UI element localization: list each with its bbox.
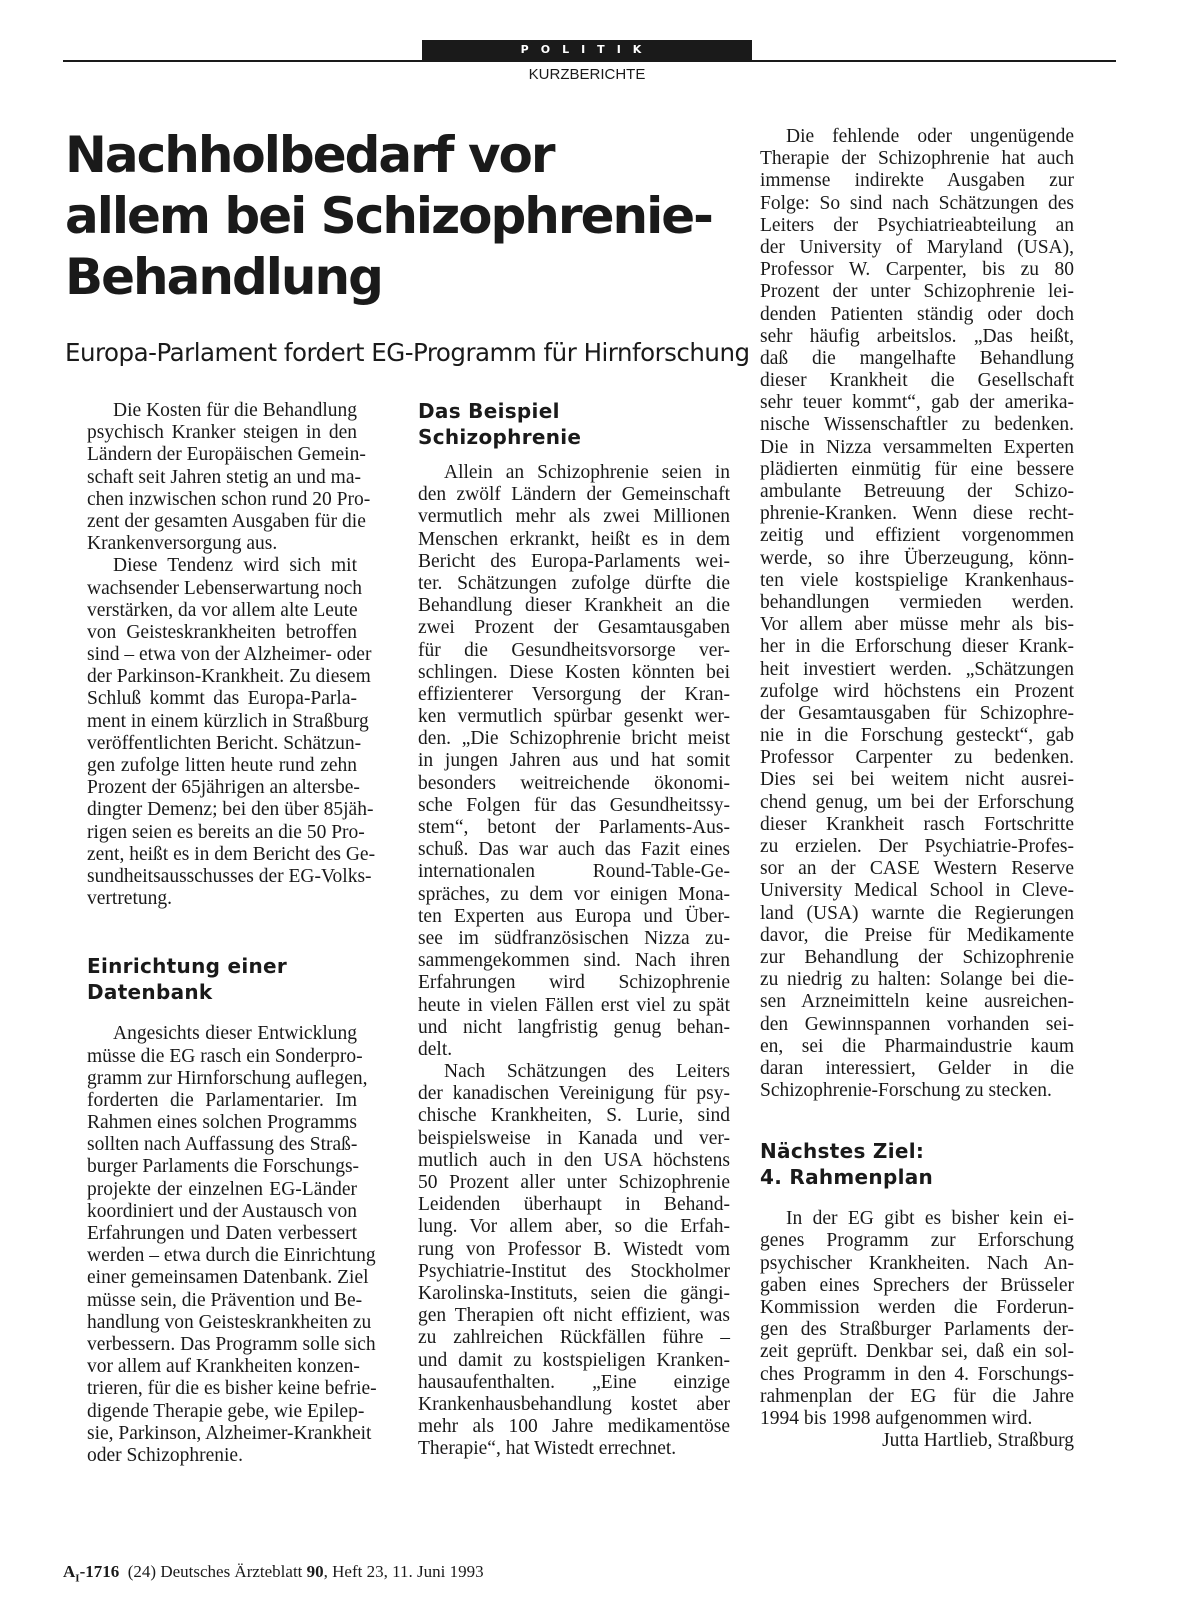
text-line: Leidenden überhaupt in Behand- — [418, 1194, 730, 1216]
paragraph — [760, 126, 1074, 1102]
text-line: University Medical School in Cleve- — [760, 880, 1074, 902]
text-line: sollten nach Auffassung des Straß- — [87, 1134, 358, 1156]
text-line: werde, so ihre Überzeugung, könn- — [760, 547, 1074, 569]
text-line: verbessern. Das Programm solle sich — [87, 1333, 376, 1355]
text-line: koordiniert und der Austausch von — [87, 1200, 357, 1222]
text-line: Menschen erkrankt, heißt es in dem — [418, 528, 730, 550]
text-line: Psychiatrie-Institut des Stockholmer — [418, 1260, 730, 1282]
text-line: burger Parlaments die Forschungs- — [87, 1156, 360, 1178]
text-line: Krankenhausbehandlung kostet aber — [418, 1393, 730, 1415]
text-line: her in die Erforschung dieser Krank- — [760, 636, 1074, 658]
section-heading-line: 4. Rahmenplan — [760, 1165, 934, 1190]
text-line: Professor W. Carpenter, bis zu 80 — [760, 259, 1074, 281]
text-line: beispielsweise in Kanada und ver- — [418, 1127, 730, 1149]
section-rubric: POLITIK — [422, 40, 752, 60]
text-line: Krankenversorgung aus. — [87, 533, 278, 555]
text-line: der University of Maryland (USA), — [760, 236, 1074, 258]
text-line: denden Patienten ständig oder doch — [760, 303, 1074, 325]
text-line: Bericht des Europa-Parlaments wei- — [418, 550, 730, 572]
text-line: psychischer Krankheiten. Nach An- — [760, 1252, 1074, 1274]
text-line: 1994 bis 1998 aufgenommen wird. — [760, 1407, 1033, 1429]
paragraph — [87, 400, 371, 555]
text-line: Vor allem aber müsse mehr als bis- — [760, 614, 1074, 636]
text-line: sundheitsausschusses der EG-Volks- — [87, 865, 372, 887]
text-line: spräches, zu dem vor einigen Mona- — [418, 883, 730, 905]
text-line: ter. Schätzungen zufolge dürfte die — [418, 572, 730, 594]
text-line: Rahmen eines solchen Programms — [87, 1112, 357, 1134]
text-line: besonders weitreichende ökonomi- — [418, 772, 730, 794]
text-line: ment in einem kürzlich in Straßburg — [87, 710, 369, 732]
article-subtitle: Europa-Parlament fordert EG-Programm für Hirnforschung — [65, 338, 750, 367]
author-byline: Jutta Hartlieb, Straßburg — [882, 1430, 1074, 1452]
paragraph — [760, 1208, 1074, 1452]
text-line: müsse die EG rasch ein Sonderpro- — [87, 1045, 363, 1067]
text-line: gen des Straßburger Parlaments der- — [760, 1319, 1074, 1341]
text-line: mehr als 100 Jahre medikamentöse — [418, 1416, 730, 1438]
text-line: Nach Schätzungen des Leiters — [444, 1061, 730, 1083]
text-line: heit investiert werden. „Schätzungen — [760, 658, 1074, 680]
text-line: chische Krankheiten, S. Lurie, sind — [418, 1105, 730, 1127]
text-line: zu niedrig zu halten: Solange bei die- — [760, 969, 1074, 991]
text-line: Therapie der Schizophrenie hat auch — [760, 148, 1074, 170]
text-line: in jungen Jahren aus und hat somit — [418, 750, 730, 772]
text-line: Behandlung dieser Krankheit an die — [418, 595, 730, 617]
text-line: zent, heißt es in dem Bericht des Ge- — [87, 843, 376, 865]
text-line: psychisch Kranker steigen in den — [87, 422, 357, 444]
text-line: Leiters der Psychiatrieabteilung an — [760, 214, 1074, 236]
paragraph — [418, 462, 730, 1061]
text-line: der kanadischen Vereinigung für psy- — [418, 1083, 730, 1105]
text-line: schuß. Das war auch das Fazit eines — [418, 839, 730, 861]
text-line: Professor Carpenter zu bedenken. — [760, 747, 1074, 769]
text-line: delt. — [418, 1038, 453, 1060]
text-line: rigen seien es bereits an die 50 Pro- — [87, 821, 365, 843]
text-line: gen zufolge litten heute rund zehn — [87, 755, 357, 776]
text-line: sehr häufig arbeitslos. „Das heißt, — [760, 325, 1074, 347]
text-line: verstärken, da vor allem alte Leute — [87, 599, 358, 621]
text-line: projekte der einzelnen EG-Länder — [87, 1178, 357, 1200]
paragraph — [87, 1023, 377, 1467]
journal-name: Deutsches Ärzteblatt — [160, 1562, 303, 1581]
section-heading-line: Das Beispiel — [418, 399, 560, 423]
text-line: handlung von Geisteskrankheiten zu — [87, 1311, 372, 1333]
text-line: sie, Parkinson, Alzheimer-Krankheit — [87, 1422, 372, 1444]
section-heading — [418, 398, 730, 450]
text-line: internationalen Round-Table-Ge- — [418, 861, 730, 883]
text-line: mutlich auch in den USA höchstens — [418, 1149, 730, 1171]
text-line: davor, die Preise für Medikamente — [760, 924, 1074, 946]
text-line: vermutlich mehr als zwei Millionen — [418, 506, 730, 528]
section-heading-line: Einrichtung einer — [87, 954, 288, 979]
section-heading-line: Nächstes Ziel: — [760, 1139, 925, 1164]
text-line: sor an der CASE Western Reserve — [760, 858, 1074, 880]
text-line: zeit geprüft. Denkbar sei, daß ein sol- — [760, 1341, 1074, 1363]
text-line: rung von Professor B. Wistedt vom — [418, 1238, 730, 1260]
section-heading-line: Schizophrenie — [418, 425, 582, 449]
text-line: ten viele kostspielige Krankenhaus- — [760, 569, 1074, 591]
text-line: zeitig und effizient vorgenommen — [760, 525, 1074, 547]
text-line: Schizophrenie-Forschung zu stecken. — [760, 1080, 1052, 1102]
text-line: für die Gesundheitsvorsorge ver- — [418, 639, 730, 661]
text-line: genes Programm zur Erforschung — [760, 1230, 1074, 1252]
text-line: Erfahrungen und Daten verbessert — [87, 1223, 357, 1244]
text-column-3 — [760, 126, 1074, 1452]
text-line: werden – etwa durch die Einrichtung — [87, 1245, 376, 1267]
text-line: hausaufenthalten. „Eine einzige — [418, 1371, 730, 1393]
text-line: heute in vielen Fällen erst viel zu spät — [418, 994, 730, 1016]
text-line: phrenie-Kranken. Wenn diese recht- — [760, 503, 1074, 525]
text-line: zu zahlreichen Rückfällen führe – — [418, 1327, 730, 1349]
text-line: zwei Prozent der Gesamtausgaben — [418, 617, 730, 639]
text-line: wachsender Lebenserwartung noch — [87, 577, 363, 599]
text-line: In der EG gibt es bisher kein ei- — [786, 1208, 1074, 1230]
text-line: sche Folgen für das Gesundheitssy- — [418, 794, 730, 816]
issue-page: (24) — [127, 1562, 157, 1581]
text-line: Die fehlende oder ungenügende — [786, 126, 1074, 147]
page-prefix-sub: I — [75, 1572, 80, 1585]
page-prefix: A — [63, 1562, 76, 1581]
text-line: und nicht langfristig genug behan- — [418, 1016, 730, 1038]
text-line: dingter Demenz; bei den über 85jäh- — [87, 799, 374, 821]
text-line: Allein an Schizophrenie seien in — [444, 462, 730, 483]
section-heading-line: Datenbank — [87, 980, 213, 1005]
text-line: den. „Die Schizophrenie bricht meist — [418, 728, 730, 750]
text-line: Prozent der 65jährigen an altersbe- — [87, 777, 360, 799]
text-line: chend genug, um bei der Erforschung — [760, 791, 1074, 813]
text-line: digende Therapie gebe, wie Epilep- — [87, 1400, 365, 1422]
text-column-1 — [87, 400, 377, 1467]
text-line: schaft seit Jahren stetig an und ma- — [87, 466, 361, 488]
spacer — [760, 1190, 1074, 1208]
section-heading — [87, 953, 357, 1005]
paragraph — [87, 555, 376, 910]
text-line: zufolge wird höchstens ein Prozent — [760, 680, 1074, 702]
text-line: Ländern der Europäischen Gemein- — [87, 444, 366, 466]
text-line: den zwölf Ländern der Gemeinschaft — [418, 484, 730, 506]
text-line: Die Kosten für die Behandlung — [113, 400, 357, 421]
text-line: Kommission werden die Forderun- — [760, 1297, 1074, 1318]
text-line: Erfahrungen wird Schizophrenie — [418, 972, 730, 994]
text-line: vertretung. — [87, 888, 173, 910]
text-line: see im südfranzösischen Nizza zu- — [418, 927, 730, 949]
volume-number: 90 — [306, 1562, 324, 1581]
text-line: zu erzielen. Der Psychiatrie-Profes- — [760, 836, 1074, 857]
text-line: sind – etwa von der Alzheimer- oder — [87, 644, 372, 666]
text-line: gramm zur Hirnforschung auflegen, — [87, 1067, 368, 1089]
text-line: einer gemeinsamen Datenbank. Ziel — [87, 1267, 369, 1289]
issue-date: , Heft 23, 11. Juni 1993 — [323, 1562, 484, 1581]
text-line: und damit zu kostspieligen Kranken- — [418, 1349, 730, 1371]
text-line: chen inzwischen schon rund 20 Pro- — [87, 488, 371, 510]
headline-line: allem bei Schizophrenie- — [65, 187, 712, 245]
text-line: daran interessiert, Gelder in die — [760, 1057, 1074, 1079]
page-number: -1716 — [79, 1562, 120, 1581]
text-line: ches Programm in den 4. Forschungs- — [760, 1363, 1074, 1385]
text-line: Die in Nizza versammelten Experten — [760, 436, 1074, 458]
text-line: Prozent der unter Schizophrenie lei- — [760, 281, 1074, 303]
spacer — [87, 1005, 357, 1023]
text-line: trieren, für die es bisher keine befrie- — [87, 1378, 377, 1400]
spacer — [418, 450, 730, 462]
headline-line: Nachholbedarf vor — [65, 126, 554, 184]
text-line: rahmenplan der EG für die Jahre — [760, 1385, 1074, 1407]
text-line: land (USA) warnte die Regierungen — [760, 902, 1074, 924]
text-line: lung. Vor allem aber, so die Erfah- — [418, 1216, 730, 1238]
text-line: ten Experten aus Europa und Über- — [418, 905, 730, 927]
text-line: dieser Krankheit die Gesellschaft — [760, 370, 1074, 392]
spacer — [87, 910, 357, 953]
text-line: 50 Prozent aller unter Schizophrenie — [418, 1172, 730, 1193]
text-line: gen Therapien oft nicht effizient, was — [418, 1305, 730, 1327]
text-line: nische Wissenschaftler zu bedenken. — [760, 414, 1074, 436]
text-line: veröffentlichten Bericht. Schätzun- — [87, 732, 362, 754]
text-line: Dies sei bei weitem nicht ausrei- — [760, 769, 1074, 791]
text-line: Therapie“, hat Wistedt errechnet. — [418, 1438, 677, 1460]
text-line: plädierten einmütig für eine bessere — [760, 458, 1074, 480]
text-line: Karolinska-Instituts, seien die gängi- — [418, 1282, 730, 1304]
page-footer — [63, 1562, 484, 1584]
text-line: Angesichts dieser Entwicklung — [113, 1023, 357, 1045]
text-line: Diese Tendenz wird sich mit — [113, 555, 357, 577]
text-line: Schluß kommt das Europa-Parla- — [87, 688, 357, 710]
section-heading — [760, 1138, 1074, 1190]
text-line: zur Behandlung der Schizophrenie — [760, 946, 1074, 968]
text-line: daß die mangelhafte Behandlung — [760, 347, 1074, 369]
text-line: der Parkinson-Krankheit. Zu diesem — [87, 666, 371, 688]
article-headline — [65, 125, 765, 308]
text-line: immense indirekte Ausgaben zur — [760, 170, 1074, 192]
text-line: gaben eines Sprechers der Brüsseler — [760, 1274, 1074, 1296]
text-line: schlingen. Diese Kosten könnten bei — [418, 661, 730, 683]
text-line: sehr teuer kommt“, gab der amerika- — [760, 392, 1074, 414]
text-line: den Gewinnspannen vorhanden sei- — [760, 1013, 1074, 1035]
header-rule — [63, 60, 1116, 62]
text-line: ken vermutlich spürbar gesenkt wer- — [418, 706, 730, 728]
text-line: effizienterer Versorgung der Kran- — [418, 683, 730, 705]
text-line: forderten die Parlamentarier. Im — [87, 1089, 357, 1111]
subsection-label: KURZBERICHTE — [528, 66, 646, 83]
headline-line: Behandlung — [65, 248, 382, 306]
text-line: müsse sein, die Prävention und Be- — [87, 1289, 363, 1311]
text-line: en, sei die Pharmaindustrie kaum — [760, 1035, 1074, 1057]
text-line: dieser Krankheit rasch Fortschritte — [760, 813, 1074, 835]
text-line: von Geisteskrankheiten betroffen — [87, 621, 357, 643]
paragraph — [418, 1061, 730, 1460]
text-line: vor allem auf Krankheiten konzen- — [87, 1356, 360, 1378]
text-line: sen Arzneimitteln keine ausreichen- — [760, 991, 1074, 1013]
text-line: stem“, betont der Parlaments-Aus- — [418, 817, 730, 838]
text-line: nie in die Forschung gesteckt“, gab — [760, 725, 1074, 747]
text-line: ambulante Betreuung der Schizo- — [760, 481, 1074, 502]
spacer — [760, 1102, 1074, 1138]
text-line: sammengekommen sind. Nach ihren — [418, 950, 730, 972]
text-line: der Gesamtausgaben für Schizophre- — [760, 702, 1074, 724]
text-line: oder Schizophrenie. — [87, 1444, 243, 1466]
text-line: zent der gesamten Ausgaben für die — [87, 510, 366, 532]
text-line: behandlungen vermieden werden. — [760, 591, 1074, 613]
text-line: Folge: So sind nach Schätzungen des — [760, 192, 1074, 214]
text-column-2 — [418, 398, 730, 1460]
